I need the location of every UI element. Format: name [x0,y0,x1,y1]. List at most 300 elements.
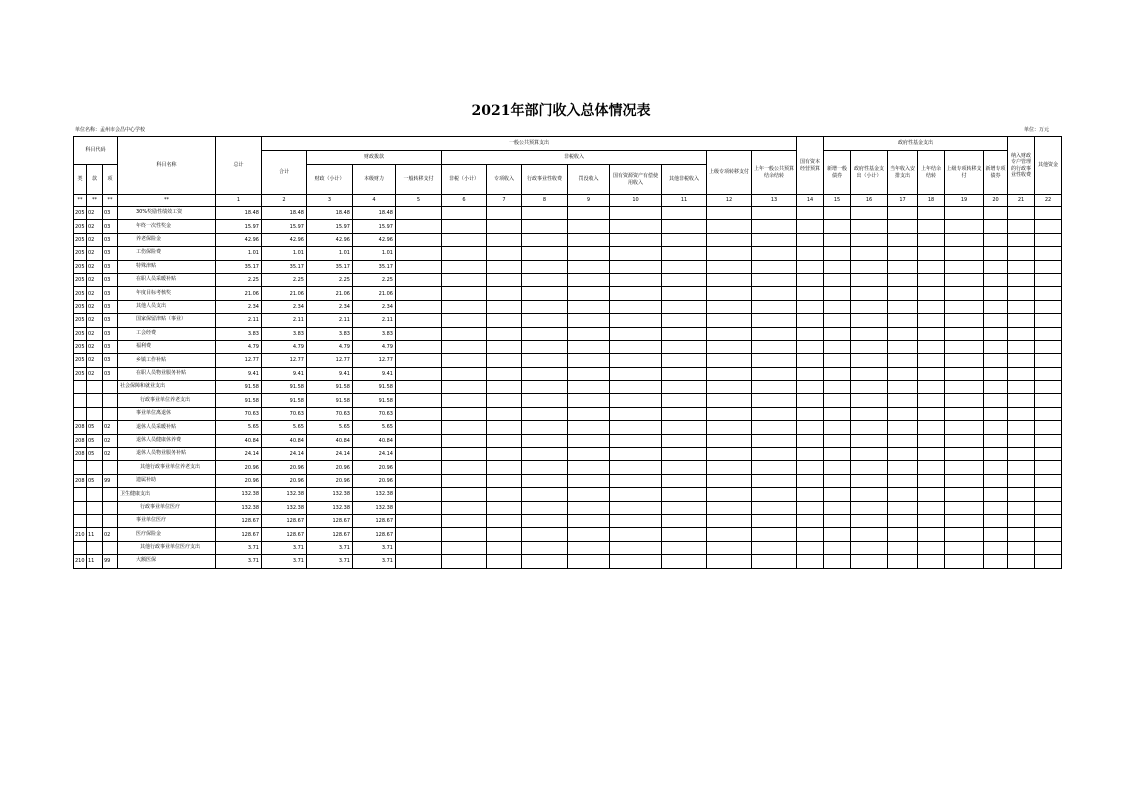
cell-subject-name: 30%奖励性绩效工资 [118,207,216,220]
column-index-cell: 17 [888,195,918,207]
cell-subject-name: 退休人员采暖补贴 [118,421,216,434]
empty-cell [851,233,888,246]
empty-cell [824,381,851,394]
empty-cell [1035,555,1062,568]
cell-total: 70.63 [216,407,262,420]
empty-cell [522,555,568,568]
report-title: 2021年部门收入总体情况表 [471,103,651,119]
cell-kuan [87,407,103,420]
empty-cell [610,207,662,220]
empty-cell [752,555,797,568]
prev-year-general-balance-header: 上年一般公共预算结余结转 [752,151,797,195]
table-row [74,207,1062,220]
cell-xiang [103,394,118,407]
empty-cell [522,541,568,554]
empty-cell [797,247,824,260]
column-index-row [74,195,1062,207]
empty-cell [442,528,487,541]
cell-kuan: 02 [87,233,103,246]
empty-cell [797,300,824,313]
empty-cell [487,287,522,300]
table-row [74,260,1062,273]
cell-fiscal-subtotal: 20.96 [307,461,353,474]
empty-cell [1035,488,1062,501]
column-index-cell: 20 [984,195,1008,207]
empty-cell [662,474,707,487]
empty-cell [824,461,851,474]
empty-cell [396,461,442,474]
empty-cell [851,407,888,420]
cell-own-funds: 2.25 [353,273,396,286]
empty-cell [707,300,752,313]
empty-cell [851,528,888,541]
empty-cell [945,273,984,286]
cell-subject-name: 卫生健康支出 [118,488,216,501]
empty-cell [752,461,797,474]
cell-xiang: 02 [103,434,118,447]
empty-cell [752,300,797,313]
cell-own-funds: 15.97 [353,220,396,233]
empty-cell [568,233,610,246]
cell-subject-name: 其他行政事业单位养老支出 [118,461,216,474]
cell-kuan: 02 [87,340,103,353]
empty-cell [522,233,568,246]
general-transfer-header: 一般转移支付 [396,165,442,195]
empty-cell [824,233,851,246]
empty-cell [888,273,918,286]
empty-cell [984,421,1008,434]
cell-own-funds: 24.14 [353,448,396,461]
cell-xiang: 03 [103,327,118,340]
empty-cell [522,340,568,353]
empty-cell [568,314,610,327]
empty-cell [487,220,522,233]
empty-cell [568,474,610,487]
cell-subject-name: 事业单位离退休 [118,407,216,420]
income-table [73,136,1062,569]
cell-kuan: 05 [87,448,103,461]
empty-cell [797,381,824,394]
empty-cell [984,514,1008,527]
cell-own-funds: 42.96 [353,233,396,246]
empty-cell [1035,220,1062,233]
empty-cell [1008,407,1035,420]
cell-lei [74,394,87,407]
table-row [74,340,1062,353]
cell-subject-name: 其他人员支出 [118,300,216,313]
empty-cell [396,514,442,527]
cell-heji: 3.83 [262,327,307,340]
subject-name-header: 科目名称 [118,137,216,195]
empty-cell [522,394,568,407]
kuan-header: 款 [87,165,103,195]
empty-cell [662,421,707,434]
column-index-cell: 15 [824,195,851,207]
empty-cell [522,461,568,474]
empty-cell [888,528,918,541]
cell-subject-name: 工会经费 [118,327,216,340]
cell-total: 1.01 [216,247,262,260]
cell-total: 40.84 [216,434,262,447]
empty-cell [442,488,487,501]
cell-heji: 40.84 [262,434,307,447]
cell-kuan: 02 [87,220,103,233]
cell-total: 20.96 [216,461,262,474]
cell-lei: 210 [74,528,87,541]
cell-xiang: 03 [103,273,118,286]
empty-cell [851,461,888,474]
empty-cell [442,314,487,327]
empty-cell [797,367,824,380]
cell-heji: 2.25 [262,273,307,286]
cell-fiscal-subtotal: 4.79 [307,340,353,353]
empty-cell [752,220,797,233]
cell-total: 18.48 [216,207,262,220]
cell-kuan: 02 [87,354,103,367]
table-row [74,314,1062,327]
cell-xiang: 03 [103,207,118,220]
nontax-subtotal-header: 非税（小计） [442,165,487,195]
cell-heji: 15.97 [262,220,307,233]
empty-cell [396,434,442,447]
empty-cell [888,367,918,380]
empty-cell [945,474,984,487]
empty-cell [984,528,1008,541]
column-index-cell: 10 [610,195,662,207]
empty-cell [568,488,610,501]
column-index-cell: 9 [568,195,610,207]
column-index-cell: 3 [307,195,353,207]
cell-lei: 205 [74,367,87,380]
empty-cell [662,514,707,527]
empty-cell [707,514,752,527]
cell-fiscal-subtotal: 132.38 [307,488,353,501]
column-index-cell: 11 [662,195,707,207]
table-row [74,448,1062,461]
cell-subject-name: 年终一次性奖金 [118,220,216,233]
empty-cell [1008,488,1035,501]
empty-cell [568,354,610,367]
cell-total: 24.14 [216,448,262,461]
empty-cell [752,434,797,447]
empty-cell [797,434,824,447]
empty-cell [568,381,610,394]
cell-xiang: 03 [103,247,118,260]
empty-cell [1035,207,1062,220]
cell-kuan: 02 [87,367,103,380]
cell-fiscal-subtotal: 2.25 [307,273,353,286]
cell-fiscal-subtotal: 1.01 [307,247,353,260]
cell-heji: 5.65 [262,421,307,434]
table-row [74,434,1062,447]
table-row [74,327,1062,340]
empty-cell [752,501,797,514]
empty-cell [797,474,824,487]
empty-cell [851,314,888,327]
empty-cell [918,555,945,568]
cell-xiang: 02 [103,528,118,541]
cell-fiscal-subtotal: 18.48 [307,207,353,220]
empty-cell [945,488,984,501]
empty-cell [442,474,487,487]
empty-cell [396,327,442,340]
table-row [74,354,1062,367]
empty-cell [1035,501,1062,514]
nontax-income-header: 非税收入 [442,151,707,165]
cell-heji: 4.79 [262,340,307,353]
empty-cell [662,220,707,233]
column-index-cell: ** [103,195,118,207]
empty-cell [851,300,888,313]
empty-cell [522,501,568,514]
empty-cell [918,340,945,353]
empty-cell [662,488,707,501]
empty-cell [851,488,888,501]
empty-cell [662,233,707,246]
empty-cell [945,434,984,447]
cell-subject-name: 其他行政事业单位医疗支出 [118,541,216,554]
cell-heji: 132.38 [262,488,307,501]
empty-cell [442,300,487,313]
cell-own-funds: 2.34 [353,300,396,313]
empty-cell [918,260,945,273]
column-index-cell: 13 [752,195,797,207]
empty-cell [610,233,662,246]
empty-cell [984,381,1008,394]
empty-cell [1008,354,1035,367]
lei-header: 类 [74,165,87,195]
cell-lei: 205 [74,207,87,220]
empty-cell [522,434,568,447]
empty-cell [707,247,752,260]
table-row [74,394,1062,407]
cell-total: 5.65 [216,421,262,434]
empty-cell [945,340,984,353]
empty-cell [568,448,610,461]
empty-cell [824,434,851,447]
empty-cell [396,474,442,487]
empty-cell [610,448,662,461]
empty-cell [1008,327,1035,340]
empty-cell [1008,287,1035,300]
current-year-fund-header: 当年收入安排支出 [888,151,918,195]
empty-cell [797,260,824,273]
column-index-cell: 8 [522,195,568,207]
empty-cell [1008,220,1035,233]
cell-total: 21.06 [216,287,262,300]
empty-cell [1035,367,1062,380]
empty-cell [487,247,522,260]
empty-cell [824,421,851,434]
empty-cell [396,340,442,353]
empty-cell [888,340,918,353]
empty-cell [945,260,984,273]
empty-cell [1008,434,1035,447]
empty-cell [442,514,487,527]
cell-fiscal-subtotal: 9.41 [307,367,353,380]
empty-cell [487,488,522,501]
empty-cell [888,421,918,434]
empty-cell [888,488,918,501]
empty-cell [522,220,568,233]
empty-cell [752,394,797,407]
empty-cell [945,448,984,461]
empty-cell [610,273,662,286]
table-row [74,273,1062,286]
empty-cell [568,340,610,353]
empty-cell [487,367,522,380]
cell-total: 3.83 [216,327,262,340]
cell-kuan: 11 [87,528,103,541]
cell-fiscal-subtotal: 35.17 [307,260,353,273]
empty-cell [888,327,918,340]
empty-cell [1008,314,1035,327]
cell-own-funds: 3.71 [353,541,396,554]
empty-cell [568,501,610,514]
fiscal-managed-fees-header: 纳入财政专户管理的行政事业性收费 [1008,137,1035,195]
empty-cell [487,354,522,367]
empty-cell [487,327,522,340]
empty-cell [1035,287,1062,300]
empty-cell [824,287,851,300]
cell-lei [74,381,87,394]
empty-cell [752,340,797,353]
empty-cell [918,354,945,367]
empty-cell [707,367,752,380]
empty-cell [888,394,918,407]
cell-heji: 128.67 [262,528,307,541]
empty-cell [888,555,918,568]
cell-total: 91.58 [216,381,262,394]
empty-cell [851,394,888,407]
empty-cell [442,340,487,353]
empty-cell [662,354,707,367]
empty-cell [487,541,522,554]
empty-cell [984,247,1008,260]
empty-cell [1035,528,1062,541]
empty-cell [984,273,1008,286]
cell-total: 4.79 [216,340,262,353]
empty-cell [568,514,610,527]
table-row [74,488,1062,501]
cell-xiang [103,488,118,501]
empty-cell [396,314,442,327]
empty-cell [396,207,442,220]
empty-cell [610,340,662,353]
empty-cell [851,247,888,260]
cell-total: 2.34 [216,300,262,313]
empty-cell [522,354,568,367]
empty-cell [752,260,797,273]
cell-total: 2.25 [216,273,262,286]
empty-cell [918,434,945,447]
empty-cell [662,461,707,474]
empty-cell [568,555,610,568]
empty-cell [1008,448,1035,461]
empty-cell [752,488,797,501]
empty-cell [918,220,945,233]
table-row [74,528,1062,541]
empty-cell [824,340,851,353]
empty-cell [610,247,662,260]
cell-fiscal-subtotal: 15.97 [307,220,353,233]
cell-fiscal-subtotal: 3.71 [307,555,353,568]
empty-cell [487,207,522,220]
admin-fees-header: 行政事业性收费 [522,165,568,195]
empty-cell [888,220,918,233]
cell-heji: 12.77 [262,354,307,367]
empty-cell [610,421,662,434]
cell-lei: 205 [74,260,87,273]
table-row [74,287,1062,300]
new-special-bond-header: 新增专项债券 [984,151,1008,195]
cell-lei [74,488,87,501]
cell-fiscal-subtotal: 3.71 [307,541,353,554]
empty-cell [945,514,984,527]
empty-cell [797,394,824,407]
cell-fiscal-subtotal: 132.38 [307,501,353,514]
cell-kuan [87,394,103,407]
general-budget-header: 一般公共预算支出 [262,137,797,151]
other-nontax-header: 其他非税收入 [662,165,707,195]
state-assets-header: 国有资源资产有偿使用收入 [610,165,662,195]
empty-cell [662,528,707,541]
empty-cell [918,207,945,220]
empty-cell [888,448,918,461]
empty-cell [752,528,797,541]
empty-cell [752,541,797,554]
cell-heji: 2.34 [262,300,307,313]
cell-fiscal-subtotal: 91.58 [307,394,353,407]
empty-cell [1035,340,1062,353]
empty-cell [662,207,707,220]
empty-cell [797,461,824,474]
empty-cell [851,421,888,434]
cell-heji: 2.11 [262,314,307,327]
prev-year-fund-balance-header: 上年结余结转 [918,151,945,195]
empty-cell [396,501,442,514]
empty-cell [945,233,984,246]
empty-cell [984,394,1008,407]
cell-kuan: 02 [87,327,103,340]
cell-xiang: 99 [103,555,118,568]
empty-cell [662,448,707,461]
column-index-cell: 19 [945,195,984,207]
empty-cell [984,555,1008,568]
empty-cell [824,555,851,568]
empty-cell [945,354,984,367]
empty-cell [396,541,442,554]
cell-heji: 42.96 [262,233,307,246]
empty-cell [918,394,945,407]
empty-cell [888,314,918,327]
empty-cell [487,514,522,527]
empty-cell [824,273,851,286]
cell-xiang: 02 [103,421,118,434]
cell-kuan [87,461,103,474]
empty-cell [662,381,707,394]
cell-total: 128.67 [216,528,262,541]
cell-own-funds: 12.77 [353,354,396,367]
empty-cell [610,260,662,273]
empty-cell [851,501,888,514]
cell-total: 3.71 [216,541,262,554]
empty-cell [487,421,522,434]
empty-cell [442,394,487,407]
empty-cell [945,421,984,434]
cell-total: 91.58 [216,394,262,407]
gov-fund-header: 政府性基金支出 [824,137,1008,151]
